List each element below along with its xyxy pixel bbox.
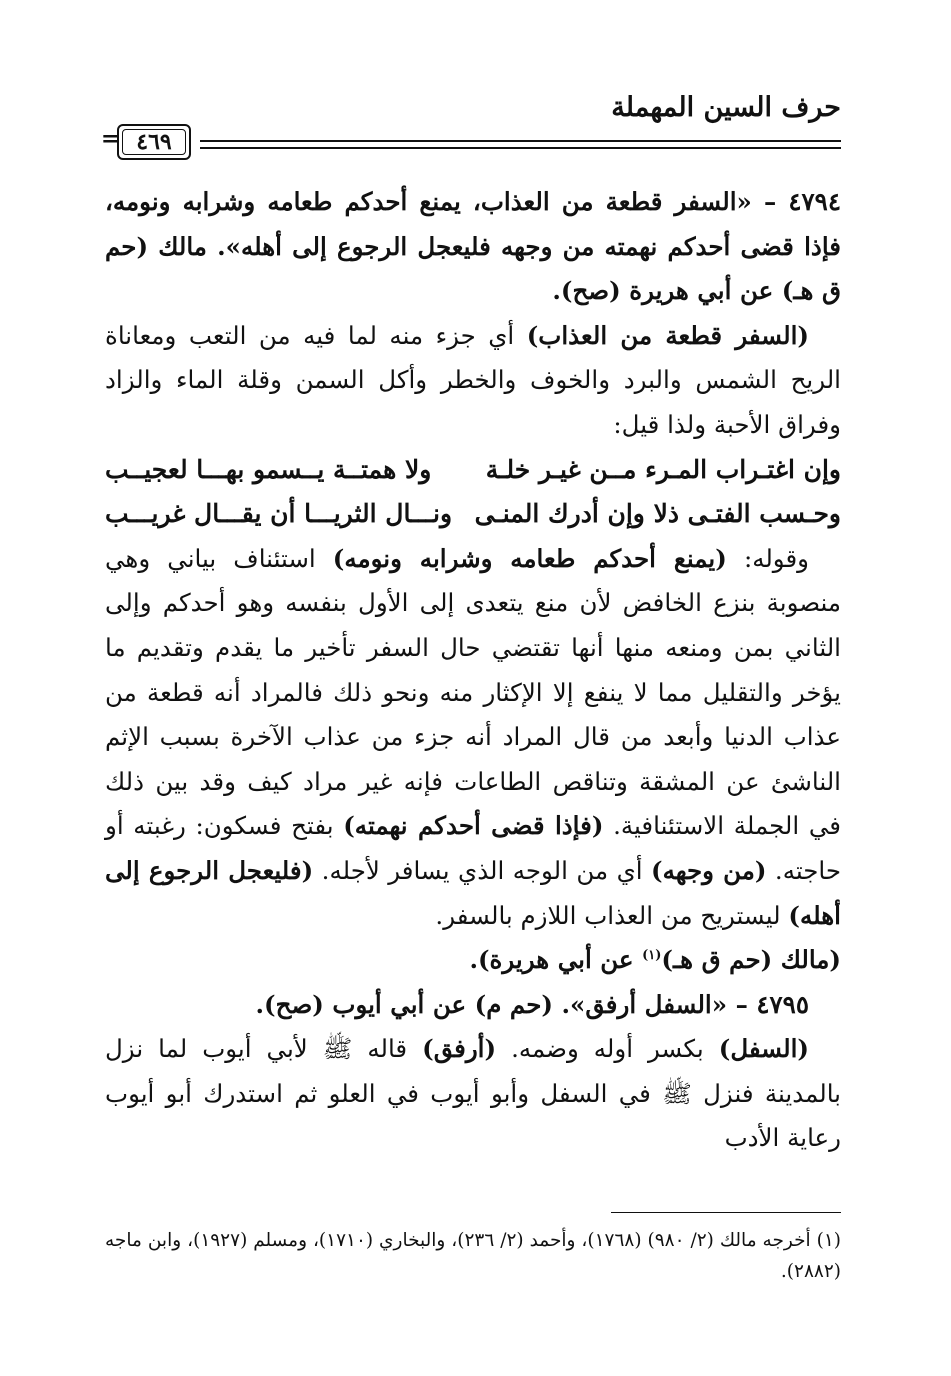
attribution-text: (مالك (حم ق هـ) [661,945,841,975]
hadith-4795 [105,983,841,1028]
verse-hemistich-left: ونـــال الثريـــا أن يقـــال غريـــب [105,499,453,529]
commentary-lemma: (من وجهه) [650,855,767,885]
hadith-number: ٤٧٩٥ [756,989,809,1019]
commentary-lemma: (السفر قطعة من العذاب) [526,320,809,350]
footnote-separator [611,1212,841,1213]
verse-hemistich-left: ولا همتــة يــسمو بهـــا لعجيــب [105,454,432,484]
header-rule-bottom [200,147,841,149]
commentary-text: بفتح فسكون: رغبته أو حاجته. [105,811,842,885]
commentary-text: بكسر أوله وضمه. [496,1034,719,1064]
main-text [105,180,841,1161]
footnote-line: (١) أخرجه مالك (٢/ ٩٨٠) (١٧٦٨)، وأحمد (٢/ ٢٣٦)، والبخاري (١٧١٠)، ومسلم (١٩٢٧)، [187,1230,841,1251]
hadith-text-line3: عن أبي هريرة (صح). [552,276,774,306]
commentary-lemma: (فإذا قضى أحدكم نهمته) [343,811,604,841]
running-title: حرف السين المهملة [611,92,841,123]
hadith-4794 [105,180,841,314]
footnote-line: وابن ماجه (٢٨٨٢). [105,1230,841,1282]
commentary-text: وقوله: [726,543,810,573]
attribution-text: عن أبي هريرة). [469,945,643,975]
footnotes [105,1225,841,1287]
commentary-text: أي جزء منه لما فيه من التعب ومعاناة الريح الشمس والبرد والخوف والخطر وأكل السمن وقلة الماء والزاد وفراق الأحبة ولذا قيل: [105,320,841,439]
footnote-1 [105,1225,841,1287]
commentary-lemma: (أرفق) [422,1034,497,1064]
commentary-paragraph [105,537,841,938]
verse-hemistich-right: وإن اغتـراب المـرء مــن غيـر خلـة [485,454,841,484]
page-number: ٤٦٩ [136,129,172,155]
hadith-text-line2: قضى أحدكم نهمته من وجهه فليعجل الرجوع إلى أهله». مالك (حم ق هـ) [105,231,841,306]
source-attribution [105,938,841,983]
poem-verse-1 [105,448,841,493]
commentary-lemma: (يمنع أحدكم طعامه وشرابه ونومه) [332,543,727,573]
commentary-paragraph [105,314,841,448]
header-rule-top [200,140,841,142]
commentary-paragraph [105,1027,841,1161]
page-number-frame [117,124,191,160]
hadith-number: ٤٧٩٤ [788,187,841,216]
hadith-text: – «السفل أرفق». (حم م) عن أبي أيوب (صح). [255,989,748,1019]
verse-hemistich-right: وحـسب الفتـى ذلا وإن أدرك المنـى [474,499,841,529]
poem-verse-2 [105,492,841,537]
hadith-text-line1: – «السفر قطعة من العذاب، يمنع أحدكم طعامه وشرابه ونومه، فإذا [105,187,842,261]
commentary-text: قاله ﷺ لأبي أيوب لما نزل بالمدينة فنزل ﷺ في السفل وأبو أيوب في العلو ثم استدرك أبو أيوب رعاية الأدب [105,1034,841,1153]
edge-mark: = [101,126,120,152]
footnote-marker: (١) [642,947,662,963]
page-header [101,92,841,182]
commentary-text: ليستريح من العذاب اللازم بالسفر. [435,900,789,930]
commentary-text: أي من الوجه الذي يسافر لأجله. [313,855,651,885]
commentary-lemma: (السفل) [718,1034,809,1064]
commentary-lemma: (فليعجل الرجوع إلى أهله) [105,855,841,930]
commentary-text: استئناف بياني وهي منصوبة بنزع الخافض لأن منع يتعدى إلى الأول بنفسه وهو أحدكم وإلى الثاني بمن ومنعه منها أنها تقتضي حال السفر تأخير ما يقدم وتقديم ما يؤخر والتقليل مما لا ينفع إلا الإكثار منه ونحو ذلك فالمراد أنه قطعة من عذاب الدنيا وأبعد من قال المراد أنه جزء من عذاب الآخرة بسبب الإثم الناشئ عن المشقة وتناقص الطاعات فإنه غير مراد كيف وقد بين ذلك في الجملة الاستئنافية. [105,543,841,841]
